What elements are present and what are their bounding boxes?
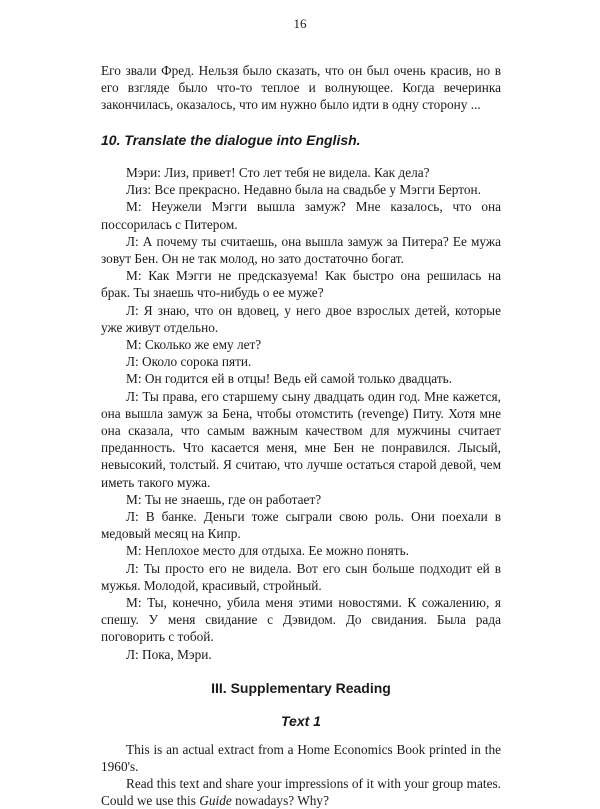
dialogue-line: Л: Я знаю, что он вдовец, у него двое взрослых детей, которые уже живут отдельно. [101,302,501,335]
dialogue [101,164,501,663]
section-title: III. Supplementary Reading [211,679,391,696]
page-content [101,62,501,809]
dialogue-line: Л: Ты права, его старшему сыну двадцать один год. Мне кажется, она вышла замуж за Бена, чтобы отомстить (revenge) Питу. Хотя мне она сказала, что самым важным качеством для мужчины считает преданность. Что касается меня, мне Бен не понравился. Лысый, невысокий, толстый. Я считаю, что лучше остаться старой девой, чем иметь такого мужа. [101,388,501,490]
reading-intro [101,741,501,809]
reading-paragraph-2-end: nowadays? Why? [231,792,329,808]
guide-word: Guide [199,792,232,808]
dialogue-line: Л: Ты просто его не видела. Вот его сын больше подходит ей в мужья. Молодой, красивый, стройный. [101,560,501,593]
exercise-title: 10. Translate the dialogue into English. [101,132,361,148]
dialogue-line: Л: А почему ты считаешь, она вышла замуж за Питера? Ее мужа зовут Бен. Он не так молод, но зато достаточно богат. [101,233,501,267]
reading-paragraph-2-start: Read this text and share your impressions of it with your group mates. Could we use this [101,775,501,808]
dialogue-line: Мэри: Лиз, привет! Сто лет тебя не видела. Как дела? [126,165,430,180]
dialogue-line: Л: Около сорока пяти. [126,354,252,370]
dialogue-line: Л: В банке. Деньги тоже сыграли свою роль. Они поехали в медовый месяц на Кипр. [101,509,501,542]
dialogue-line: Лиз: Все прекрасно. Недавно была на свадьбе у Мэгги Бертон. [126,182,481,198]
dialogue-line: М: Он годится ей в отцы! Ведь ей самой только двадцать. [126,371,453,387]
dialogue-line: М: Неужели Мэгги вышла замуж? Мне казалось, что она поссорилась с Питером. [101,199,501,232]
reading-paragraph-1: This is an actual extract from a Home Economics Book printed in the 1960's. [101,741,501,774]
dialogue-line: М: Ты, конечно, убила меня этими новостями. К сожалению, я спешу. У меня свидание с Дэвидом. До свидания. Была рада поговорить с тобой. [101,595,501,645]
page-number: 16 [293,16,307,31]
intro-paragraph: Его звали Фред. Нельзя было сказать, что он был очень красив, но в его взгляде было что-то теплое и волнующее. Когда вечеринка закончилась, оказалось, что им нужно было идти в одну сторону ... [101,63,501,112]
dialogue-line: М: Ты не знаешь, где он работает? [126,491,322,507]
dialogue-line: М: Неплохое место для отдыха. Ее можно понять. [126,543,409,559]
dialogue-line: М: Как Мэгги не предсказуема! Как быстро она решилась на брак. Ты знаешь что-нибудь о ее муже? [101,268,501,301]
dialogue-line: Л: Пока, Мэри. [126,646,212,662]
reading-paragraph-2 [101,775,501,809]
dialogue-line: М: Сколько же ему лет? [126,337,262,353]
text-title: Text 1 [281,712,321,729]
